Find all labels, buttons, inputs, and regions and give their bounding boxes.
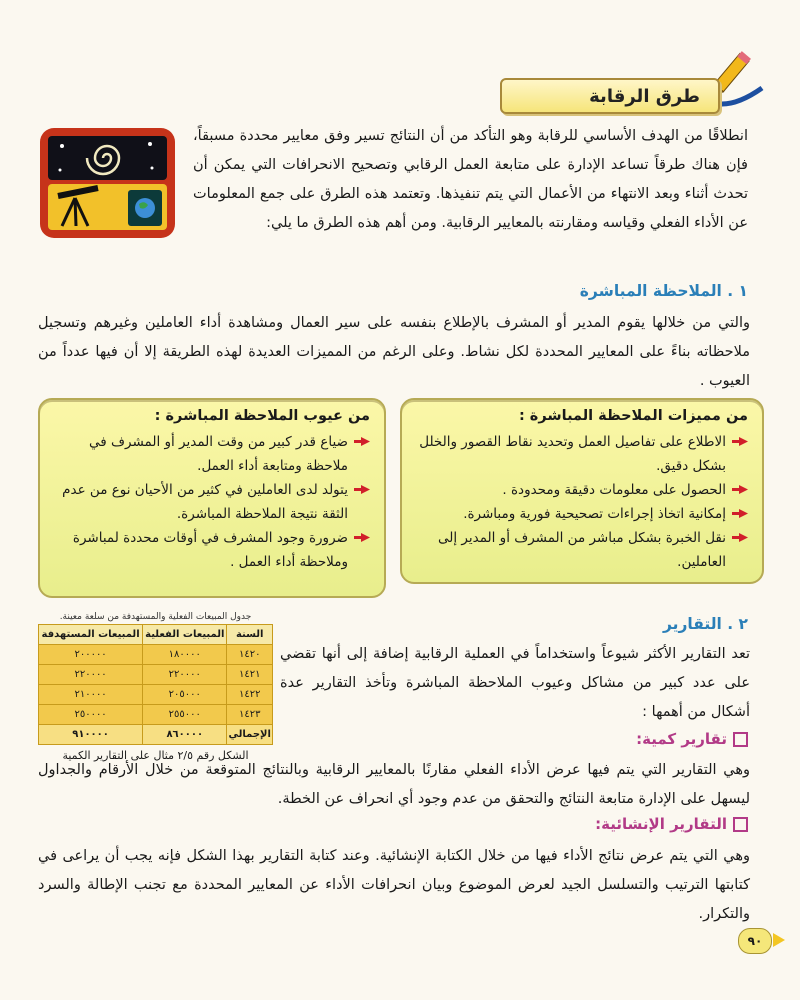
table-total-row [39, 725, 273, 745]
page-number-arrow-icon [773, 933, 785, 947]
subheading-quantitative-label: تقارير كمية: [636, 730, 727, 748]
red-arrow-icon [354, 533, 370, 542]
list-item [52, 478, 370, 526]
table-cell: ٢٥٠٠٠٠ [39, 705, 143, 725]
checkbox-icon [733, 732, 748, 747]
advantage-text: نقل الخبرة بشكل مباشر من المشرف أو المدير إلى العاملين. [438, 530, 726, 570]
list-item [414, 526, 748, 574]
list-item [52, 430, 370, 478]
quantitative-body: وهي التقارير التي يتم فيها عرض الأداء الفعلي مقارنًا بالمعايير الرقابية وبالنتائج المتوقعة من خلال الأرقام والجداول ليسهل على الإدارة متابعة النتائج والتحقق من عدم وجود أي انحراف عن الخطة. [38, 762, 750, 807]
table-row [39, 705, 273, 725]
table-cell: ٢٠٥٠٠٠ [143, 685, 227, 705]
list-item [414, 502, 748, 526]
checkbox-icon [733, 817, 748, 832]
table-header: السنة [227, 625, 273, 645]
advantages-title: من مميزات الملاحظة المباشرة : [518, 408, 748, 424]
disadvantage-text: يتولد لدى العاملين في كثير من الأحيان نوع من عدم الثقة نتيجة الملاحظة المباشرة. [62, 482, 348, 522]
table-cell: ٨٦٠٠٠٠ [143, 725, 227, 745]
section-heading-reports: ٢ . التقارير [663, 615, 748, 633]
table-header-row [39, 625, 273, 645]
intro-paragraph: انطلاقًا من الهدف الأساسي للرقابة وهو التأكد من أن النتائج تسير وفق معايير محددة مسبقاً، فإن هناك طرقاً تساعد الإدارة على متابعة العمل الرقابي وتصحيح الانحرافات التي يمكن أن تحدث أثناء وبعد الانتهاء من الأعمال التي يتم تنفيذها. وتعتمد هذه الطرق على جمع المعلومات عن الأداء الفعلي وقياسه ومقارنته بالمعايير الرقابية. ومن أهم هذه الطرق ما يلي: [193, 128, 748, 231]
table-cell: ١٨٠٠٠٠ [143, 645, 227, 665]
subheading-quantitative [636, 730, 748, 748]
section-body-reports: تعد التقارير الأكثر شيوعاً واستخداماً في العملية الرقابية إضافة إلى أنها تقضي على عدد كبير من مشاكل وعيوب الملاحظة المباشرة وتأخذ التقارير عدة أشكال من أهمها : [280, 646, 750, 720]
table-cell: ١٤٢٠ [227, 645, 273, 665]
table-cell: ٢٠٠٠٠٠ [39, 645, 143, 665]
sales-table-figure [38, 612, 273, 762]
advantages-list [414, 430, 748, 574]
table-row [39, 685, 273, 705]
table-header: المبيعات المستهدفة [39, 625, 143, 645]
disadvantages-box [38, 398, 386, 598]
red-arrow-icon [732, 509, 748, 518]
figure-caption: الشكل رقم ٢/٥ مثال على التقارير الكمية [62, 749, 249, 762]
advantage-text: الاطلاع على تفاصيل العمل وتحديد نقاط القصور والخلل بشكل دقيق. [419, 434, 726, 474]
table-header: المبيعات الفعلية [143, 625, 227, 645]
list-item [52, 526, 370, 574]
table-row [39, 665, 273, 685]
red-arrow-icon [354, 437, 370, 446]
table-cell: ٩١٠٠٠٠ [39, 725, 143, 745]
red-arrow-icon [732, 437, 748, 446]
red-arrow-icon [732, 533, 748, 542]
table-cell: ١٤٢١ [227, 665, 273, 685]
table-cell: ٢١٠٠٠٠ [39, 685, 143, 705]
table-cell: الإجمالي [227, 725, 273, 745]
sales-table [38, 624, 273, 745]
list-item [414, 430, 748, 478]
disadvantage-text: ضرورة وجود المشرف في أوقات محددة لمباشرة وملاحظة أداء العمل . [72, 530, 348, 570]
section-body-direct-observation: والتي من خلالها يقوم المدير أو المشرف بالإطلاع بنفسه على سير العمال ومشاهدة أداء العاملين وغيرهم وتسجيل ملاحظاته بناءً على المعايير المحددة لكل نشاط. وعلى الرغم من المميزات العديدة لهذه الطريقة إلا أن فيها عدداً من العيوب . [38, 315, 750, 389]
narrative-body: وهي التي يتم عرض نتائج الأداء فيها من خلال الكتابة الإنشائية. وعند كتابة التقارير بهذا الشكل فإنه يجب أن يراعى في كتابتها الترتيب والتسلسل الجيد لعرض الموضوع وبيان انحرافات الأداء عن المعايير المحددة مع تجنب الإطالة والسرد والتكرار. [38, 848, 750, 922]
table-cell: ١٤٢٢ [227, 685, 273, 705]
table-caption: جدول المبيعات الفعلية والمستهدفة من سلعة معينة. [59, 612, 252, 622]
subheading-narrative [595, 815, 748, 833]
list-item [414, 478, 748, 502]
disadvantage-text: ضياع قدر كبير من وقت المدير أو المشرف في ملاحظة ومتابعة أداء العمل. [89, 434, 348, 474]
page-number: ٩٠ [738, 928, 772, 954]
subheading-narrative-label: التقارير الإنشائية: [595, 815, 727, 833]
advantage-text: الحصول على معلومات دقيقة ومحدودة . [502, 482, 726, 498]
red-arrow-icon [732, 485, 748, 494]
page-title: طرق الرقابة [500, 78, 720, 114]
table-cell: ١٤٢٣ [227, 705, 273, 725]
red-arrow-icon [354, 485, 370, 494]
disadvantages-title: من عيوب الملاحظة المباشرة : [154, 408, 370, 424]
telescope-icon [40, 128, 175, 238]
advantage-text: إمكانية اتخاذ إجراءات تصحيحية فورية ومباشرة. [463, 506, 726, 522]
table-cell: ٢٥٥٠٠٠ [143, 705, 227, 725]
table-cell: ٢٢٠٠٠٠ [143, 665, 227, 685]
disadvantages-list [52, 430, 370, 574]
table-cell: ٢٢٠٠٠٠ [39, 665, 143, 685]
table-row [39, 645, 273, 665]
advantages-box [400, 398, 764, 584]
telescope-illustration [40, 128, 175, 238]
section-heading-direct-observation: ١ . الملاحظة المباشرة [579, 282, 748, 300]
